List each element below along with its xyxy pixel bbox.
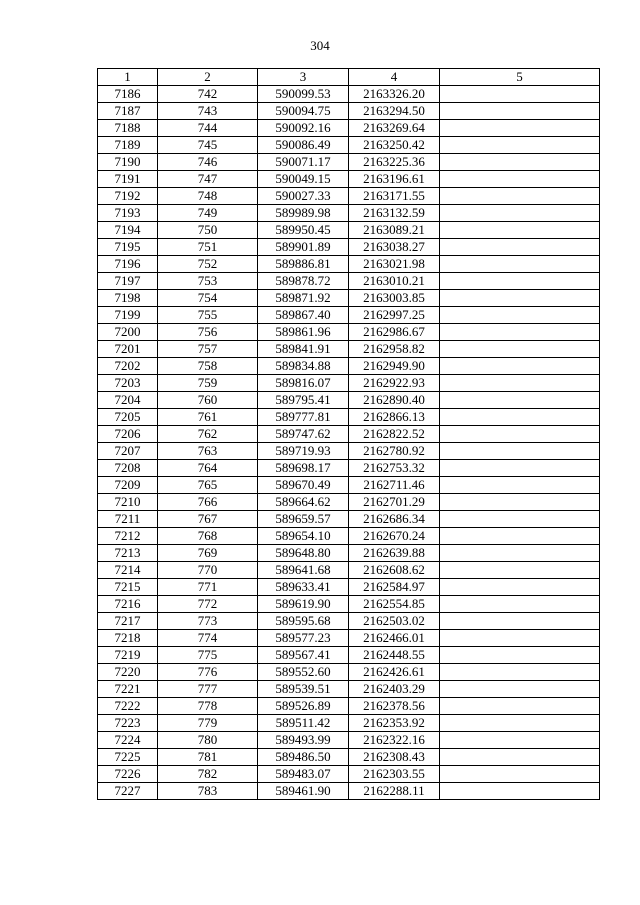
x-coordinate-cell: 589539.51	[258, 681, 349, 698]
table-row	[98, 239, 600, 256]
table-row	[98, 222, 600, 239]
note-cell	[440, 783, 600, 800]
y-coordinate-cell: 2163089.21	[349, 222, 440, 239]
point-number-cell: 7196	[98, 256, 158, 273]
point-number-cell: 7226	[98, 766, 158, 783]
y-coordinate-cell: 2162822.52	[349, 426, 440, 443]
y-coordinate-cell: 2162890.40	[349, 392, 440, 409]
note-cell	[440, 358, 600, 375]
vertex-number-cell: 746	[158, 154, 258, 171]
y-coordinate-cell: 2162378.56	[349, 698, 440, 715]
y-coordinate-cell: 2162303.55	[349, 766, 440, 783]
column-header-3: 3	[258, 69, 349, 86]
table-row	[98, 647, 600, 664]
y-coordinate-cell: 2163225.36	[349, 154, 440, 171]
y-coordinate-cell: 2162958.82	[349, 341, 440, 358]
vertex-number-cell: 758	[158, 358, 258, 375]
vertex-number-cell: 772	[158, 596, 258, 613]
x-coordinate-cell: 590086.49	[258, 137, 349, 154]
vertex-number-cell: 769	[158, 545, 258, 562]
point-number-cell: 7224	[98, 732, 158, 749]
y-coordinate-cell: 2162670.24	[349, 528, 440, 545]
vertex-number-cell: 753	[158, 273, 258, 290]
note-cell	[440, 239, 600, 256]
table-row	[98, 443, 600, 460]
note-cell	[440, 273, 600, 290]
table-row	[98, 205, 600, 222]
y-coordinate-cell: 2163003.85	[349, 290, 440, 307]
point-number-cell: 7217	[98, 613, 158, 630]
table-row	[98, 783, 600, 800]
point-number-cell: 7187	[98, 103, 158, 120]
column-header-1: 1	[98, 69, 158, 86]
x-coordinate-cell: 589901.89	[258, 239, 349, 256]
note-cell	[440, 137, 600, 154]
x-coordinate-cell: 589493.99	[258, 732, 349, 749]
x-coordinate-cell: 589461.90	[258, 783, 349, 800]
y-coordinate-cell: 2162448.55	[349, 647, 440, 664]
table-row	[98, 681, 600, 698]
x-coordinate-cell: 589950.45	[258, 222, 349, 239]
point-number-cell: 7194	[98, 222, 158, 239]
note-cell	[440, 392, 600, 409]
vertex-number-cell: 752	[158, 256, 258, 273]
note-cell	[440, 562, 600, 579]
vertex-number-cell: 776	[158, 664, 258, 681]
vertex-number-cell: 760	[158, 392, 258, 409]
x-coordinate-cell: 589795.41	[258, 392, 349, 409]
x-coordinate-cell: 589567.41	[258, 647, 349, 664]
y-coordinate-cell: 2163269.64	[349, 120, 440, 137]
y-coordinate-cell: 2162997.25	[349, 307, 440, 324]
vertex-number-cell: 778	[158, 698, 258, 715]
point-number-cell: 7204	[98, 392, 158, 409]
column-header-5: 5	[440, 69, 600, 86]
note-cell	[440, 222, 600, 239]
vertex-number-cell: 780	[158, 732, 258, 749]
vertex-number-cell: 775	[158, 647, 258, 664]
point-number-cell: 7203	[98, 375, 158, 392]
y-coordinate-cell: 2163294.50	[349, 103, 440, 120]
x-coordinate-cell: 590027.33	[258, 188, 349, 205]
column-header-2: 2	[158, 69, 258, 86]
note-cell	[440, 290, 600, 307]
point-number-cell: 7195	[98, 239, 158, 256]
vertex-number-cell: 748	[158, 188, 258, 205]
y-coordinate-cell: 2162403.29	[349, 681, 440, 698]
vertex-number-cell: 781	[158, 749, 258, 766]
y-coordinate-cell: 2163326.20	[349, 86, 440, 103]
x-coordinate-cell: 589648.80	[258, 545, 349, 562]
point-number-cell: 7208	[98, 460, 158, 477]
note-cell	[440, 715, 600, 732]
point-number-cell: 7198	[98, 290, 158, 307]
y-coordinate-cell: 2162554.85	[349, 596, 440, 613]
table-row	[98, 290, 600, 307]
point-number-cell: 7213	[98, 545, 158, 562]
vertex-number-cell: 757	[158, 341, 258, 358]
note-cell	[440, 579, 600, 596]
table-row	[98, 154, 600, 171]
y-coordinate-cell: 2162322.16	[349, 732, 440, 749]
note-cell	[440, 256, 600, 273]
point-number-cell: 7210	[98, 494, 158, 511]
point-number-cell: 7190	[98, 154, 158, 171]
vertex-number-cell: 764	[158, 460, 258, 477]
y-coordinate-cell: 2162986.67	[349, 324, 440, 341]
vertex-number-cell: 750	[158, 222, 258, 239]
vertex-number-cell: 766	[158, 494, 258, 511]
vertex-number-cell: 749	[158, 205, 258, 222]
table-row	[98, 732, 600, 749]
x-coordinate-cell: 589698.17	[258, 460, 349, 477]
vertex-number-cell: 754	[158, 290, 258, 307]
x-coordinate-cell: 590092.16	[258, 120, 349, 137]
y-coordinate-cell: 2162922.93	[349, 375, 440, 392]
table-row	[98, 477, 600, 494]
note-cell	[440, 426, 600, 443]
y-coordinate-cell: 2162503.02	[349, 613, 440, 630]
point-number-cell: 7207	[98, 443, 158, 460]
note-cell	[440, 171, 600, 188]
y-coordinate-cell: 2162426.61	[349, 664, 440, 681]
note-cell	[440, 409, 600, 426]
point-number-cell: 7199	[98, 307, 158, 324]
vertex-number-cell: 768	[158, 528, 258, 545]
note-cell	[440, 154, 600, 171]
table-row	[98, 86, 600, 103]
point-number-cell: 7221	[98, 681, 158, 698]
table-row	[98, 375, 600, 392]
table-row	[98, 256, 600, 273]
y-coordinate-cell: 2162584.97	[349, 579, 440, 596]
point-number-cell: 7191	[98, 171, 158, 188]
x-coordinate-cell: 590099.53	[258, 86, 349, 103]
vertex-number-cell: 755	[158, 307, 258, 324]
x-coordinate-cell: 589641.68	[258, 562, 349, 579]
table-header-row	[98, 69, 600, 86]
y-coordinate-cell: 2162608.62	[349, 562, 440, 579]
vertex-number-cell: 770	[158, 562, 258, 579]
point-number-cell: 7192	[98, 188, 158, 205]
x-coordinate-cell: 589483.07	[258, 766, 349, 783]
y-coordinate-cell: 2162701.29	[349, 494, 440, 511]
point-number-cell: 7201	[98, 341, 158, 358]
y-coordinate-cell: 2163038.27	[349, 239, 440, 256]
y-coordinate-cell: 2163021.98	[349, 256, 440, 273]
point-number-cell: 7186	[98, 86, 158, 103]
point-number-cell: 7188	[98, 120, 158, 137]
vertex-number-cell: 765	[158, 477, 258, 494]
x-coordinate-cell: 589841.91	[258, 341, 349, 358]
x-coordinate-cell: 589747.62	[258, 426, 349, 443]
x-coordinate-cell: 589511.42	[258, 715, 349, 732]
y-coordinate-cell: 2163171.55	[349, 188, 440, 205]
note-cell	[440, 443, 600, 460]
point-number-cell: 7220	[98, 664, 158, 681]
point-number-cell: 7211	[98, 511, 158, 528]
note-cell	[440, 630, 600, 647]
y-coordinate-cell: 2162308.43	[349, 749, 440, 766]
table-row	[98, 613, 600, 630]
note-cell	[440, 205, 600, 222]
note-cell	[440, 494, 600, 511]
point-number-cell: 7227	[98, 783, 158, 800]
point-number-cell: 7223	[98, 715, 158, 732]
y-coordinate-cell: 2163010.21	[349, 273, 440, 290]
note-cell	[440, 681, 600, 698]
vertex-number-cell: 761	[158, 409, 258, 426]
table-row	[98, 341, 600, 358]
note-cell	[440, 545, 600, 562]
point-number-cell: 7216	[98, 596, 158, 613]
table-row	[98, 749, 600, 766]
x-coordinate-cell: 589719.93	[258, 443, 349, 460]
x-coordinate-cell: 589486.50	[258, 749, 349, 766]
table-row	[98, 698, 600, 715]
point-number-cell: 7219	[98, 647, 158, 664]
vertex-number-cell: 744	[158, 120, 258, 137]
note-cell	[440, 698, 600, 715]
vertex-number-cell: 767	[158, 511, 258, 528]
table-row	[98, 715, 600, 732]
note-cell	[440, 596, 600, 613]
x-coordinate-cell: 589816.07	[258, 375, 349, 392]
y-coordinate-cell: 2162466.01	[349, 630, 440, 647]
table-row	[98, 596, 600, 613]
point-number-cell: 7212	[98, 528, 158, 545]
vertex-number-cell: 743	[158, 103, 258, 120]
table-row	[98, 630, 600, 647]
table-row	[98, 103, 600, 120]
x-coordinate-cell: 589777.81	[258, 409, 349, 426]
x-coordinate-cell: 589989.98	[258, 205, 349, 222]
y-coordinate-cell: 2162353.92	[349, 715, 440, 732]
y-coordinate-cell: 2163250.42	[349, 137, 440, 154]
point-number-cell: 7202	[98, 358, 158, 375]
table-row	[98, 511, 600, 528]
y-coordinate-cell: 2162686.34	[349, 511, 440, 528]
vertex-number-cell: 783	[158, 783, 258, 800]
note-cell	[440, 766, 600, 783]
table-row	[98, 562, 600, 579]
x-coordinate-cell: 589861.96	[258, 324, 349, 341]
point-number-cell: 7214	[98, 562, 158, 579]
coordinates-table	[97, 68, 600, 800]
point-number-cell: 7206	[98, 426, 158, 443]
point-number-cell: 7197	[98, 273, 158, 290]
note-cell	[440, 511, 600, 528]
page-number: 304	[310, 38, 330, 53]
table-row	[98, 409, 600, 426]
note-cell	[440, 749, 600, 766]
note-cell	[440, 613, 600, 630]
vertex-number-cell: 771	[158, 579, 258, 596]
point-number-cell: 7189	[98, 137, 158, 154]
note-cell	[440, 647, 600, 664]
table-row	[98, 426, 600, 443]
table-row	[98, 528, 600, 545]
table-row	[98, 460, 600, 477]
vertex-number-cell: 777	[158, 681, 258, 698]
note-cell	[440, 460, 600, 477]
vertex-number-cell: 763	[158, 443, 258, 460]
y-coordinate-cell: 2162949.90	[349, 358, 440, 375]
x-coordinate-cell: 589595.68	[258, 613, 349, 630]
x-coordinate-cell: 589878.72	[258, 273, 349, 290]
point-number-cell: 7222	[98, 698, 158, 715]
vertex-number-cell: 782	[158, 766, 258, 783]
table-row	[98, 137, 600, 154]
vertex-number-cell: 759	[158, 375, 258, 392]
point-number-cell: 7225	[98, 749, 158, 766]
y-coordinate-cell: 2162711.46	[349, 477, 440, 494]
table-body	[98, 86, 600, 800]
point-number-cell: 7193	[98, 205, 158, 222]
x-coordinate-cell: 589659.57	[258, 511, 349, 528]
y-coordinate-cell: 2163196.61	[349, 171, 440, 188]
x-coordinate-cell: 589670.49	[258, 477, 349, 494]
x-coordinate-cell: 589867.40	[258, 307, 349, 324]
x-coordinate-cell: 590049.15	[258, 171, 349, 188]
note-cell	[440, 528, 600, 545]
point-number-cell: 7209	[98, 477, 158, 494]
vertex-number-cell: 747	[158, 171, 258, 188]
table-row	[98, 307, 600, 324]
x-coordinate-cell: 589552.60	[258, 664, 349, 681]
y-coordinate-cell: 2162288.11	[349, 783, 440, 800]
y-coordinate-cell: 2162639.88	[349, 545, 440, 562]
table-row	[98, 188, 600, 205]
x-coordinate-cell: 590071.17	[258, 154, 349, 171]
x-coordinate-cell: 589633.41	[258, 579, 349, 596]
vertex-number-cell: 773	[158, 613, 258, 630]
x-coordinate-cell: 589886.81	[258, 256, 349, 273]
y-coordinate-cell: 2163132.59	[349, 205, 440, 222]
table-row	[98, 273, 600, 290]
column-header-4: 4	[349, 69, 440, 86]
note-cell	[440, 324, 600, 341]
table-row	[98, 579, 600, 596]
x-coordinate-cell: 590094.75	[258, 103, 349, 120]
table-row	[98, 664, 600, 681]
vertex-number-cell: 745	[158, 137, 258, 154]
y-coordinate-cell: 2162866.13	[349, 409, 440, 426]
vertex-number-cell: 779	[158, 715, 258, 732]
x-coordinate-cell: 589654.10	[258, 528, 349, 545]
table-row	[98, 358, 600, 375]
point-number-cell: 7200	[98, 324, 158, 341]
note-cell	[440, 375, 600, 392]
vertex-number-cell: 742	[158, 86, 258, 103]
vertex-number-cell: 774	[158, 630, 258, 647]
table-row	[98, 120, 600, 137]
vertex-number-cell: 751	[158, 239, 258, 256]
note-cell	[440, 341, 600, 358]
note-cell	[440, 120, 600, 137]
vertex-number-cell: 762	[158, 426, 258, 443]
note-cell	[440, 188, 600, 205]
note-cell	[440, 86, 600, 103]
note-cell	[440, 732, 600, 749]
note-cell	[440, 307, 600, 324]
table-row	[98, 545, 600, 562]
point-number-cell: 7205	[98, 409, 158, 426]
note-cell	[440, 664, 600, 681]
table-row	[98, 392, 600, 409]
x-coordinate-cell: 589834.88	[258, 358, 349, 375]
x-coordinate-cell: 589619.90	[258, 596, 349, 613]
x-coordinate-cell: 589577.23	[258, 630, 349, 647]
x-coordinate-cell: 589871.92	[258, 290, 349, 307]
vertex-number-cell: 756	[158, 324, 258, 341]
point-number-cell: 7218	[98, 630, 158, 647]
x-coordinate-cell: 589664.62	[258, 494, 349, 511]
table-row	[98, 766, 600, 783]
x-coordinate-cell: 589526.89	[258, 698, 349, 715]
table-row	[98, 324, 600, 341]
note-cell	[440, 103, 600, 120]
table-row	[98, 171, 600, 188]
point-number-cell: 7215	[98, 579, 158, 596]
table-row	[98, 494, 600, 511]
y-coordinate-cell: 2162753.32	[349, 460, 440, 477]
note-cell	[440, 477, 600, 494]
y-coordinate-cell: 2162780.92	[349, 443, 440, 460]
